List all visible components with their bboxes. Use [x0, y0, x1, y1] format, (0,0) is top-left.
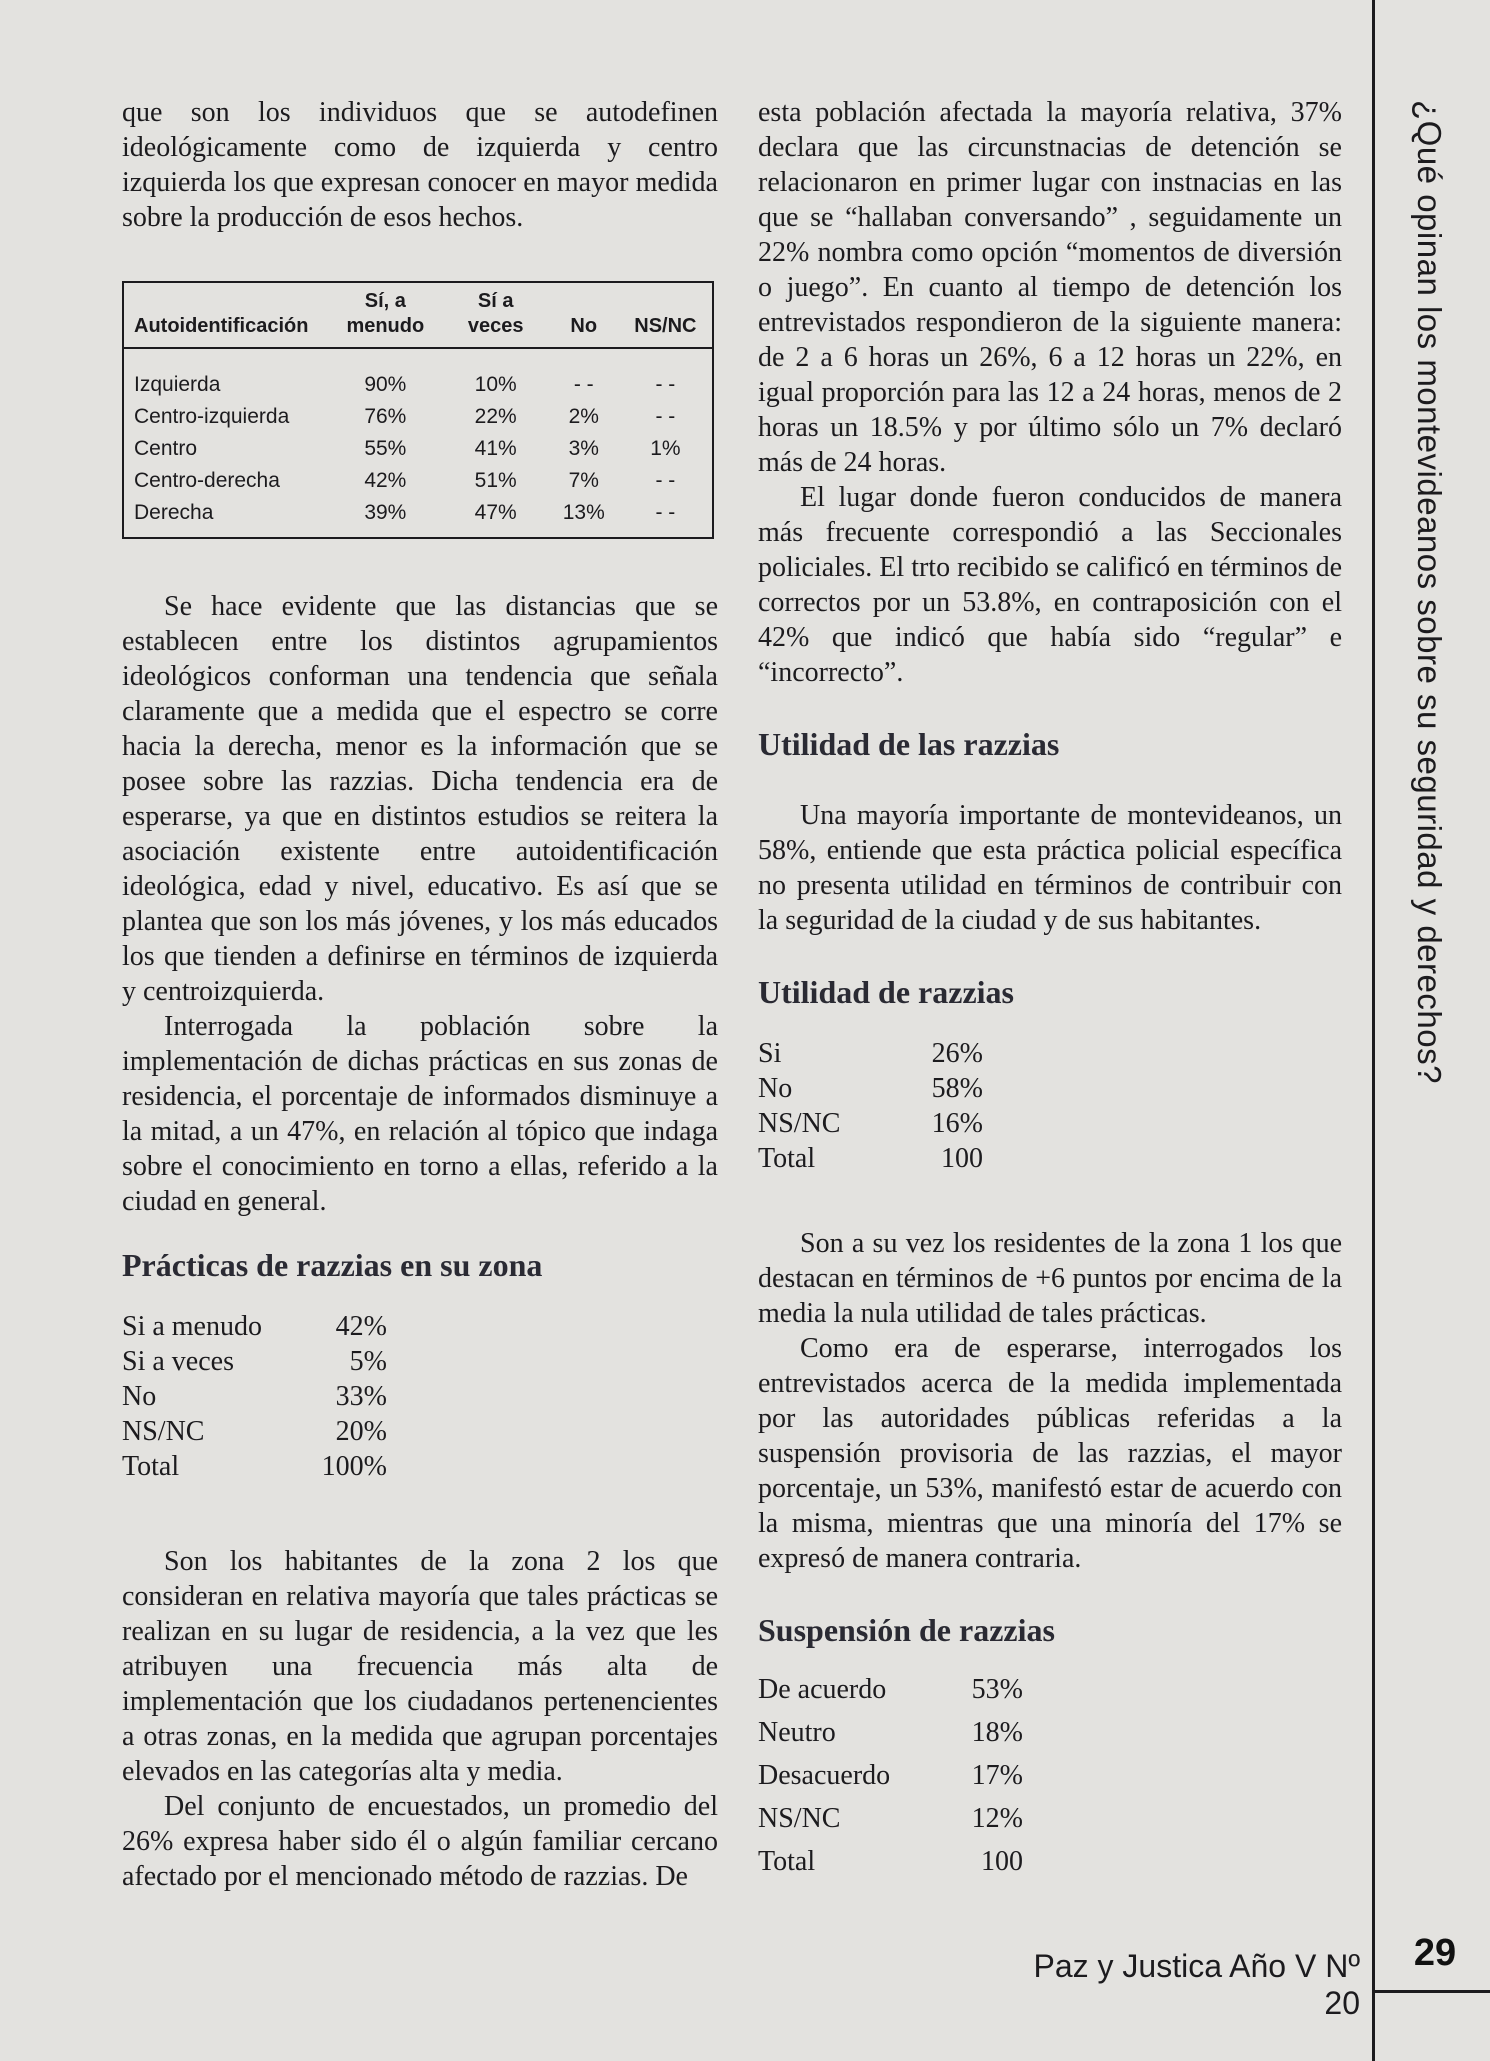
cell-no: 7% [568, 469, 599, 492]
section-title: Prácticas de razzias en su zona [122, 1247, 543, 1283]
row-value: 18% [971, 1717, 1023, 1748]
table-row [758, 1840, 1023, 1883]
header-self-identification: Autoidentificación [123, 282, 328, 348]
cell-sometimes: 10% [474, 373, 517, 396]
table-row [758, 1711, 1023, 1754]
table-row [122, 1309, 387, 1344]
table-row [123, 348, 713, 401]
row-value: 33% [335, 1381, 387, 1412]
row-value: 58% [931, 1073, 983, 1104]
cell-often: 76% [364, 405, 407, 428]
header-nsnc: NS/NC [619, 282, 713, 348]
table-row [123, 497, 713, 538]
cell-often: 39% [364, 501, 407, 524]
section-title: Utilidad de las razzias [758, 726, 1060, 762]
row-value: 100% [321, 1451, 387, 1482]
header-yes-sometimes: Sí a veces [443, 282, 549, 348]
paragraph: Se hace evidente que las distancias que se establecen entre los distintos agrupamientos ideológicos conforman una tendencia que señala claramente que a medida que el espectro se corre hacia la derecha, menor es la información que se posee sobre las razzias. Dicha tendencia era de esperarse, ya que en distintos estudios se reitera la asociación existente entre autoidentificación ideológica, edad y nivel, educativo. Es así que se plantea que son los más jóvenes, y los más educados los que tienden a definirse en términos de izquierda y centroizquierda. [122, 591, 718, 1007]
row-label: Si a menudo [122, 1311, 262, 1342]
row-label: NS/NC [122, 1416, 205, 1447]
row-label: Izquierda [134, 373, 221, 396]
row-label: No [122, 1381, 157, 1412]
row-value: 100 [981, 1846, 1023, 1877]
row-label: Derecha [134, 501, 214, 524]
row-value: 16% [931, 1108, 983, 1139]
paragraph: Son los habitantes de la zona 2 los que consideran en relativa mayoría que tales prácticas se realizan en su lugar de residencia, a la vez que les atribuyen una frecuencia más alta de implementación que los ciudadanos pertenencientes a otras zonas, en la medida que agrupan porcentajes elevados en las categorías alta y media. [122, 1546, 718, 1787]
cell-often: 42% [364, 469, 407, 492]
table-row [123, 465, 713, 497]
row-label: No [758, 1073, 793, 1104]
table-row [758, 1797, 1023, 1840]
header-no: No [549, 282, 619, 348]
paragraph: Una mayoría importante de montevideanos, un 58%, entiende que esta práctica policial específica no presenta utilidad en términos de contribuir con la seguridad de la ciudad y de sus habitantes. [758, 800, 1342, 936]
page-number: 29 [1413, 1932, 1457, 1974]
row-value: 100 [941, 1143, 983, 1174]
table-row [758, 1071, 983, 1106]
row-label: Desacuerdo [758, 1760, 891, 1791]
table-row [758, 1668, 1023, 1711]
footer-divider [1372, 1990, 1490, 1993]
paragraph: esta población afectada la mayoría relativa, 37% declara que las circunstnacias de detención se relacionaron en primer lugar con instnacias en las que se “hallaban conversando” , seguidamente un 22% nombra como opción “momentos de diversión o juego”. En cuanto al tiempo de detención los entrevistados respondieron de la siguiente manera: de 2 a 6 horas un 26%, 6 a 12 horas un 22%, en igual proporción para las 12 a 24 horas, menos de 2 horas un 18.5% y por último sólo un 7% declaró más de 24 horas. [758, 97, 1342, 478]
cell-nsnc: - - [655, 373, 676, 396]
row-label: NS/NC [758, 1108, 841, 1139]
cell-often: 90% [364, 373, 407, 396]
cell-sometimes: 47% [474, 501, 517, 524]
row-label: Si [758, 1038, 782, 1069]
cell-no: - - [573, 373, 594, 396]
left-column [122, 95, 718, 1894]
zone-practices-table [122, 1309, 387, 1484]
row-label: Total [758, 1846, 816, 1877]
row-value: 5% [349, 1346, 387, 1377]
paragraph: Como era de esperarse, interrogados los entrevistados acerca de la medida implementada por las autoridades públicas referidas a la suspensión provisoria de las razzias, el mayor porcentaje, un 53%, manifestó estar de acuerdo con la misma, mientras que una minoría del 17% se expresó de manera contraria. [758, 1333, 1342, 1574]
suspension-table [758, 1668, 1023, 1883]
side-running-title: ¿Qué opinan los montevideanos sobre su seguridad y derechos? [1411, 100, 1448, 1084]
cell-often: 55% [364, 437, 407, 460]
paragraph: El lugar donde fueron conducidos de manera más frecuente correspondió a las Seccionales policiales. El trto recibido se calificó en términos de correctos por un 53.8%, en contraposición con el 42% que indicó que había sido “regular” e “incorrecto”. [758, 482, 1342, 688]
row-label: Neutro [758, 1717, 836, 1748]
cell-nsnc: 1% [650, 437, 681, 460]
ideology-table [122, 281, 714, 539]
paragraph: Interrogada la población sobre la implementación de dichas prácticas en sus zonas de residencia, el porcentaje de informados disminuye a la mitad, a un 47%, en relación al tópico que indaga sobre el conocimiento en torno a ellas, referido a la ciudad en general. [122, 1011, 718, 1217]
table-row [122, 1449, 387, 1484]
ideology-table-header [123, 282, 713, 348]
row-label: Centro-izquierda [134, 405, 290, 428]
row-label: De acuerdo [758, 1674, 887, 1705]
table-row [758, 1141, 983, 1176]
cell-nsnc: - - [655, 405, 676, 428]
vertical-divider [1372, 0, 1375, 2061]
cell-nsnc: - - [655, 501, 676, 524]
utility-table [758, 1036, 983, 1176]
row-value: 42% [335, 1311, 387, 1342]
row-label: Centro-derecha [134, 469, 280, 492]
row-value: 26% [931, 1038, 983, 1069]
row-value: 53% [971, 1674, 1023, 1705]
row-label: Si a veces [122, 1346, 234, 1377]
row-label: Centro [134, 437, 198, 460]
section-title: Suspensión de razzias [758, 1612, 1055, 1648]
table-row [758, 1036, 983, 1071]
row-label: NS/NC [758, 1803, 841, 1834]
cell-no: 13% [562, 501, 605, 524]
cell-sometimes: 22% [474, 405, 517, 428]
row-label: Total [758, 1143, 816, 1174]
table-row [123, 433, 713, 465]
footer-publication: Paz y Justica Año V Nº 20 [1033, 1948, 1360, 2021]
cell-no: 3% [568, 437, 599, 460]
table-row [122, 1344, 387, 1379]
row-value: 20% [335, 1416, 387, 1447]
intro-paragraph: que son los individuos que se autodefinen ideológicamente como de izquierda y centro izquierda los que expresan conocer en mayor medida sobre la producción de esos hechos. [122, 97, 718, 233]
paragraph: Son a su vez los residentes de la zona 1 los que destacan en términos de +6 puntos por encima de la media la nula utilidad de tales prácticas. [758, 1228, 1342, 1329]
right-column [758, 95, 1342, 1883]
section-title: Utilidad de razzias [758, 974, 1014, 1010]
paragraph: Del conjunto de encuestados, un promedio del 26% expresa haber sido él o algún familiar cercano afectado por el mencionado método de razzias. De [122, 1791, 718, 1892]
cell-sometimes: 41% [474, 437, 517, 460]
cell-no: 2% [568, 405, 599, 428]
table-row [122, 1379, 387, 1414]
table-row [123, 401, 713, 433]
row-value: 17% [971, 1760, 1023, 1791]
table-row [758, 1106, 983, 1141]
header-yes-often: Sí, a menudo [328, 282, 443, 348]
table-row [122, 1414, 387, 1449]
table-row [758, 1754, 1023, 1797]
cell-nsnc: - - [655, 469, 676, 492]
row-label: Total [122, 1451, 180, 1482]
row-value: 12% [971, 1803, 1023, 1834]
cell-sometimes: 51% [474, 469, 517, 492]
